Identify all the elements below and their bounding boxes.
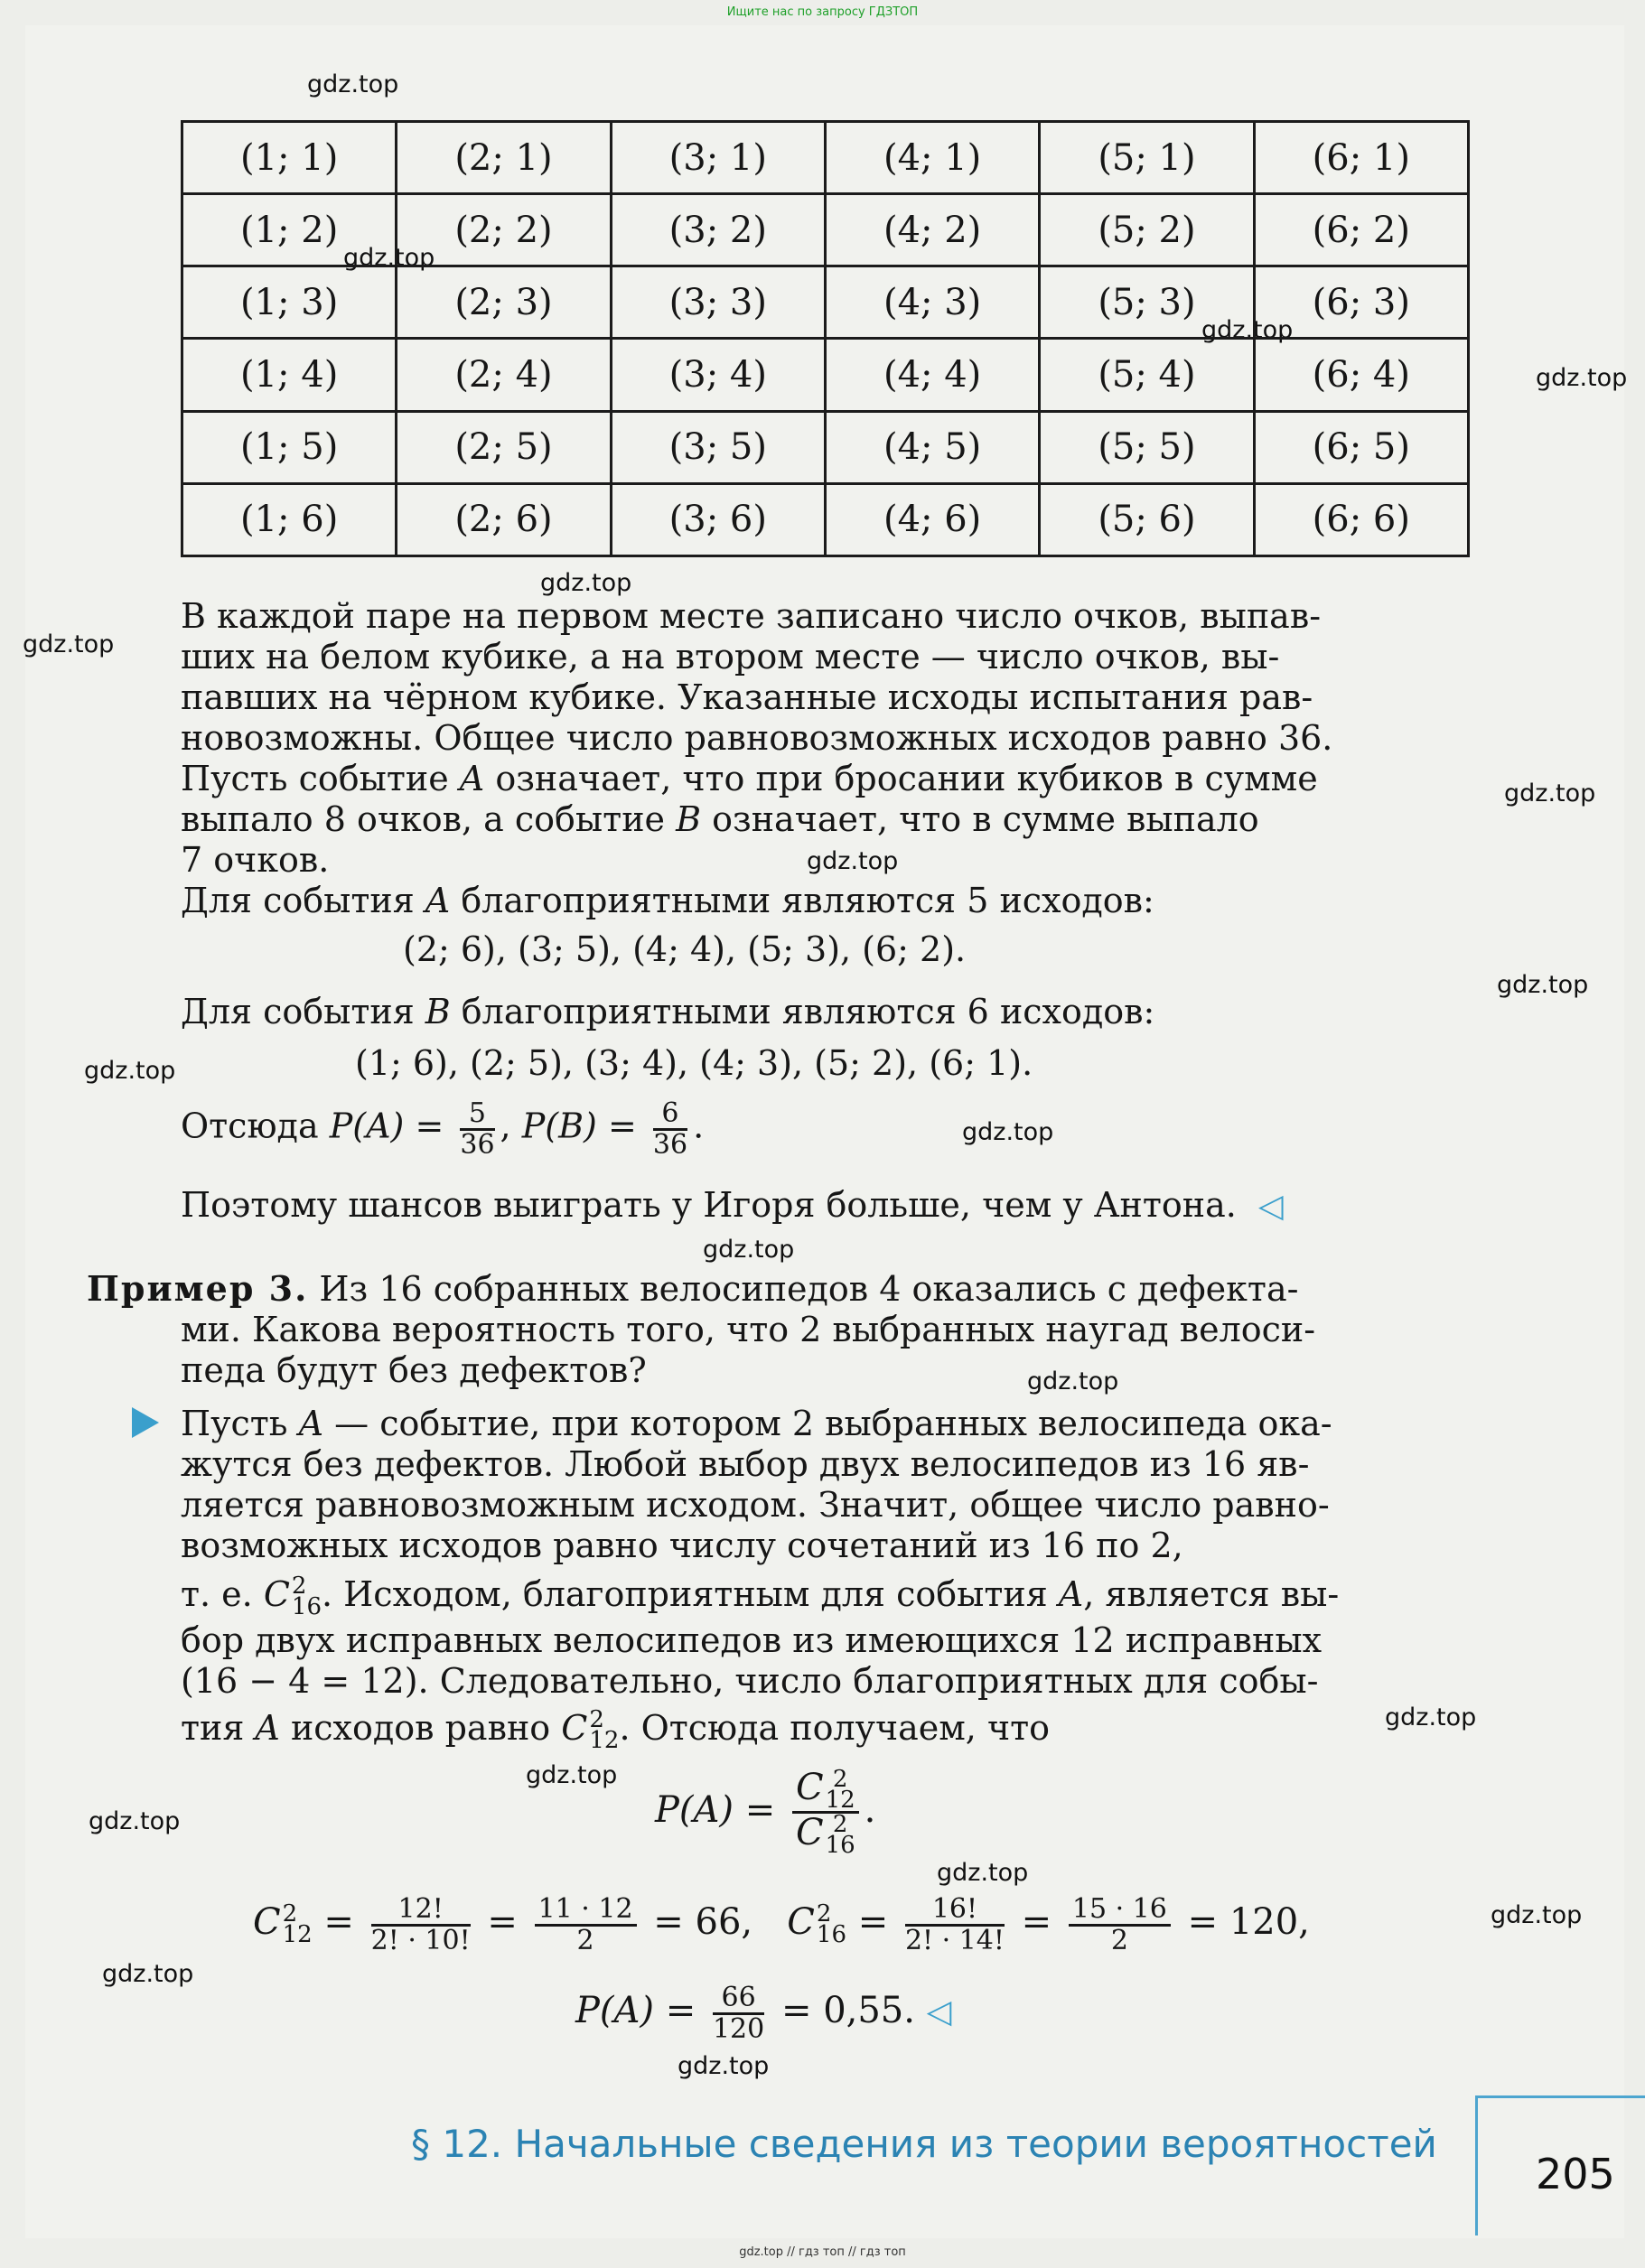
paragraph-line: Для события A благоприятными являются 5 исходов:: [181, 881, 1154, 920]
table-cell: (3; 4): [611, 339, 825, 411]
watermark: gdz.top: [962, 1118, 1054, 1146]
table-cell: (4; 4): [825, 339, 1039, 411]
table-cell: (5; 6): [1040, 483, 1254, 555]
watermark: gdz.top: [1201, 316, 1294, 344]
table-row: [182, 483, 1469, 555]
top-note: Ищите нас по запросу ГДЗТОП: [726, 5, 919, 19]
table-cell: (6; 2): [1254, 194, 1468, 266]
watermark: gdz.top: [89, 1807, 181, 1835]
formula-combinations: C 2 12 = $\frac{12!}{2! \cdot 10!}$ = $\frac{11 \cdot 12}{2}$ = 66, C 2 16 = $\frac{16!}{2! \cdot 14!}$ = $\frac{15 \cdot 16}{2}$ = 120,: [253, 1893, 1310, 1956]
paragraph-line: ших на белом кубике, а на втором месте — число очков, вы-: [181, 637, 1280, 677]
table-cell: (6; 4): [1254, 339, 1468, 411]
table-row: [182, 339, 1469, 411]
table-cell: (3; 5): [611, 411, 825, 483]
solution-line: Пусть A — событие, при котором 2 выбранных велосипеда ока-: [181, 1404, 1332, 1443]
qed-symbol: ◁: [1258, 1188, 1284, 1225]
paragraph-line: павших на чёрном кубике. Указанные исходы испытания рав-: [181, 677, 1313, 717]
table-cell: (4; 5): [825, 411, 1039, 483]
table-cell: (6; 1): [1254, 122, 1468, 194]
solution-line: тия A исходов равно C 2 12 . Отсюда получаем, что: [181, 1706, 1050, 1755]
section-title: § 12. Начальные сведения из теории вероятностей: [411, 2122, 1437, 2166]
formula-pa-ratio: P(A) = C 2 12 C 2 16 .: [655, 1765, 876, 1860]
table-cell: (1; 6): [182, 483, 397, 555]
watermark: gdz.top: [1504, 779, 1596, 807]
table-cell: (1; 3): [182, 266, 397, 339]
watermark: gdz.top: [937, 1859, 1029, 1887]
solution-line: (16 − 4 = 12). Следовательно, число благоприятных для собы-: [181, 1661, 1319, 1701]
paragraph-line: В каждой паре на первом месте записано число очков, выпав-: [181, 596, 1322, 636]
solution-line: жутся без дефектов. Любой выбор двух велосипедов из 16 яв-: [181, 1444, 1310, 1484]
page-number-frame: [1475, 2095, 1478, 2235]
table-cell: (3; 3): [611, 266, 825, 339]
table-cell: (5; 1): [1040, 122, 1254, 194]
watermark: gdz.top: [1385, 1703, 1477, 1731]
table-cell: (3; 2): [611, 194, 825, 266]
watermark: gdz.top: [526, 1761, 618, 1789]
watermark: gdz.top: [1536, 364, 1628, 392]
solution-marker-icon: [132, 1407, 159, 1438]
watermark: gdz.top: [807, 847, 899, 875]
watermark: gdz.top: [703, 1236, 795, 1264]
table-cell: (4; 1): [825, 122, 1039, 194]
paragraph-line: 7 очков.: [181, 840, 330, 880]
table-row: [182, 266, 1469, 339]
table-cell: (2; 3): [397, 266, 611, 339]
outcomes-table: [181, 120, 1470, 557]
paragraph-line: новозможны. Общее число равновозможных исходов равно 36.: [181, 718, 1333, 758]
solution-line: ляется равновозможным исходом. Значит, общее число равно-: [181, 1485, 1330, 1525]
conclusion-line: Поэтому шансов выиграть у Игоря больше, чем у Антона. ◁: [181, 1185, 1284, 1225]
table-cell: (5; 5): [1040, 411, 1254, 483]
watermark: gdz.top: [307, 70, 399, 98]
watermark: gdz.top: [343, 244, 435, 272]
table-cell: (3; 1): [611, 122, 825, 194]
table-cell: (1; 2): [182, 194, 397, 266]
watermark: gdz.top: [540, 569, 632, 597]
table-cell: (2; 5): [397, 411, 611, 483]
table-row: [182, 411, 1469, 483]
bottom-note: gdz.top // гдз топ // гдз топ: [739, 2245, 906, 2259]
table-cell: (4; 2): [825, 194, 1039, 266]
page-number: 205: [1536, 2150, 1615, 2198]
example-3-line: Пример 3. Из 16 собранных велосипедов 4 оказались с дефекта-: [87, 1268, 1299, 1309]
qed-symbol: ◁: [926, 1993, 952, 2030]
table-cell: (2; 6): [397, 483, 611, 555]
watermark: gdz.top: [678, 2052, 770, 2080]
paragraph-line: выпало 8 очков, а событие B означает, что в сумме выпало: [181, 799, 1259, 839]
watermark: gdz.top: [23, 630, 115, 658]
paragraph-line: Для события B благоприятными являются 6 исходов:: [181, 992, 1155, 1031]
table-cell: (6; 6): [1254, 483, 1468, 555]
table-row: [182, 122, 1469, 194]
table-cell: (1; 4): [182, 339, 397, 411]
table-cell: (6; 5): [1254, 411, 1468, 483]
solution-line: т. е. C 2 16 . Исходом, благоприятным для события A, является вы-: [181, 1573, 1340, 1621]
watermark: gdz.top: [84, 1057, 176, 1085]
table-cell: (2; 4): [397, 339, 611, 411]
example-3-line: педа будут без дефектов?: [181, 1350, 647, 1390]
table-cell: (3; 6): [611, 483, 825, 555]
page-number-frame: [1475, 2095, 1645, 2098]
table-cell: (5; 3): [1040, 266, 1254, 339]
formula-final: P(A) = $\frac{66}{120}$ = 0,55. ◁: [575, 1982, 952, 2045]
favorable-list-a: (2; 6), (3; 5), (4; 4), (5; 3), (6; 2).: [403, 929, 967, 969]
table-row: [182, 194, 1469, 266]
table-cell: (4; 3): [825, 266, 1039, 339]
table-cell: (6; 3): [1254, 266, 1468, 339]
solution-line: бор двух исправных велосипедов из имеющихся 12 исправных: [181, 1620, 1323, 1660]
table-cell: (5; 4): [1040, 339, 1254, 411]
watermark: gdz.top: [1491, 1901, 1583, 1929]
table-cell: (1; 5): [182, 411, 397, 483]
watermark: gdz.top: [1497, 971, 1589, 999]
example-3-line: ми. Какова вероятность того, что 2 выбранных наугад велоси-: [181, 1310, 1316, 1349]
favorable-list-b: (1; 6), (2; 5), (3; 4), (4; 3), (5; 2), (6; 1).: [355, 1043, 1033, 1083]
watermark: gdz.top: [1027, 1367, 1119, 1395]
table-cell: (2; 2): [397, 194, 611, 266]
table-cell: (2; 1): [397, 122, 611, 194]
table-cell: (1; 1): [182, 122, 397, 194]
probability-formula: Отсюда P(A) = $\frac{5}{36}$ , P(B) = $\frac{6}{36}$ .: [181, 1097, 705, 1161]
solution-line: возможных исходов равно числу сочетаний из 16 по 2,: [181, 1526, 1183, 1565]
paragraph-line: Пусть событие A означает, что при бросании кубиков в сумме: [181, 759, 1318, 798]
table-cell: (4; 6): [825, 483, 1039, 555]
table-cell: (5; 2): [1040, 194, 1254, 266]
watermark: gdz.top: [102, 1960, 194, 1988]
